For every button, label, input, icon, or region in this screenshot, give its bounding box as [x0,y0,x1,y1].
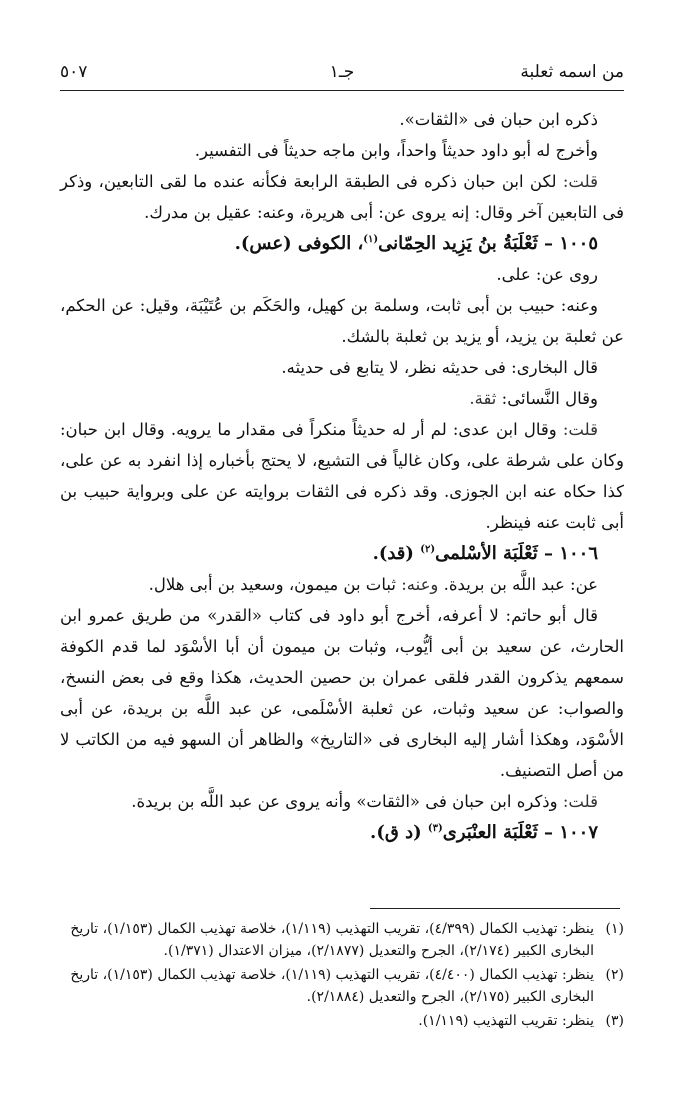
entry-heading-1006 [60,538,624,569]
footnote-ref: (٣) [427,823,443,834]
paragraph: وأخرج له أبو داود حديثاً واحداً، وابن ماجه حديثاً فى التفسير. [194,141,598,160]
volume-label: جـ١ [329,62,355,82]
entry-heading-1005 [60,228,624,259]
entry-tail: (د ق). [370,822,422,843]
note-label: قلت: [562,792,598,811]
footnote-number: (١) [605,921,624,937]
footnote-text: ينظر: تهذيب الكمال (٤/٣٩٩)، تقريب التهذيب (١/١١٩)، خلاصة تهذيب الكمال (١/١٥٣)، تاريخ البخارى الكبير (٢/١٧٤)، الجرح والتعديل (٢/١٨٧٧)، ميزان الاعتدال (١/٣٧١). [70,921,594,959]
paragraph [60,414,624,538]
paragraph-text: ثبات بن ميمون، وسعيد بن أبى هلال. [148,575,396,594]
running-header [60,56,624,91]
paragraph [60,786,624,817]
footnote-number: (٢) [605,967,624,983]
footnote [60,918,624,962]
paragraph: روى عن: على. [496,265,598,284]
footnote-number: (٣) [605,1013,624,1029]
entry-tail: ، الكوفى (عس). [234,233,364,254]
footnote [60,964,624,1008]
paragraph-text: وذكره ابن حبان فى «الثقات» وأنه يروى عن عبد اللَّه بن بريدة. [131,792,558,811]
entry-tail: (قد). [372,543,414,564]
footnote-divider [370,908,620,909]
footnote-text: ينظر: تهذيب الكمال (٤/٤٠٠)، تقريب التهذيب (١/١١٩)، خلاصة تهذيب الكمال (١/١٥٣)، تاريخ البخارى الكبير (٢/١٧٥)، الجرح والتعديل (٢/١٨٨٤). [70,967,594,1005]
footnote [60,1010,624,1032]
paragraph: ذكره ابن حبان فى «الثقات». [399,110,598,129]
paragraph: قال أبو حاتم: لا أعرفه، أخرج أبو داود فى كتاب «القدر» من طريق عمرو ابن الحارث، عن سعيد بن أبى أيُّوب، وثبات بن ميمون أن أبا الأسْوَد لما قدم الكوفة سمعهم يذكرون القدر فلقى عمران بن حصين الحديث، هكذا وقع فى بعض النسخ، والصواب: عن سعيد وثبات، عن ثعلبة الأسْلَمى، عن عبد اللَّه بن بريدة، عن أبى الأسْوَد، وهكذا أشار إليه البخارى فى «التاريخ» والظاهر أن السهو فيه من الكاتب لا من أصل التصنيف. [60,606,624,780]
chapter-title: من اسمه ثعلبة [520,62,624,82]
entry-name: ١٠٠٦ – ثَعْلَبَة الأسْلمى [435,543,598,564]
grading-value: ثقة. [469,389,497,408]
page-number: ٥٠٧ [60,62,88,82]
paragraph [60,383,624,414]
entry-heading-1007 [60,817,624,848]
paragraph-text: لكن ابن حبان ذكره فى الطبقة الرابعة فكأنه عنده ما لقى التابعين، وذكر فى التابعين آخر وقال: إنه يروى عن: أبى هريرة، وعنه: عقيل بن مدرك. [60,172,624,222]
footnote-ref: (١) [363,234,379,245]
note-label: قلت: [562,420,598,439]
footnotes [60,918,624,1034]
paragraph: قال البخارى: فى حديثه نظر، لا يتابع فى حديثه. [281,358,598,377]
entry-name: ١٠٠٥ – ثَعْلَبَةُ بنُ يَزِيد الحِمّانى [378,233,598,254]
paragraph [60,569,624,600]
note-label: قلت: [562,172,598,191]
paragraph [60,166,624,228]
entry-name: ١٠٠٧ – ثَعْلَبَة العنْبَرى [442,822,598,843]
paragraph-text: وقال النَّسائى: [501,389,598,408]
footnote-ref: (٢) [420,544,436,555]
main-text [60,104,624,848]
paragraph: وعنه: حبيب بن أبى ثابت، وسلمة بن كهيل، والحَكَم بن عُتَيْبَة، وقيل: عن الحكم، عن ثعلبة بن يزيد، أو يزيد بن ثعلبة بالشك. [60,296,624,346]
paragraph-text: وقال ابن عدى: لم أر له حديثاً منكراً فى مقدار ما يرويه. وقال ابن حبان: وكان على شرطة على، وكان غالياً فى التشيع، لا يحتج بأخباره إذا انفرد به عن على، كذا حكاه عنه ابن الجوزى. وقد ذكره فى الثقات بروايته عن على وبرواية حبيب بن أبى ثابت عنه فينظر. [60,420,624,532]
paragraph-text: عن: عبد اللَّه بن بريدة. [443,575,598,594]
note-label: وعنه: [401,575,439,594]
footnote-text: ينظر: تقريب التهذيب (١/١١٩). [418,1013,594,1029]
